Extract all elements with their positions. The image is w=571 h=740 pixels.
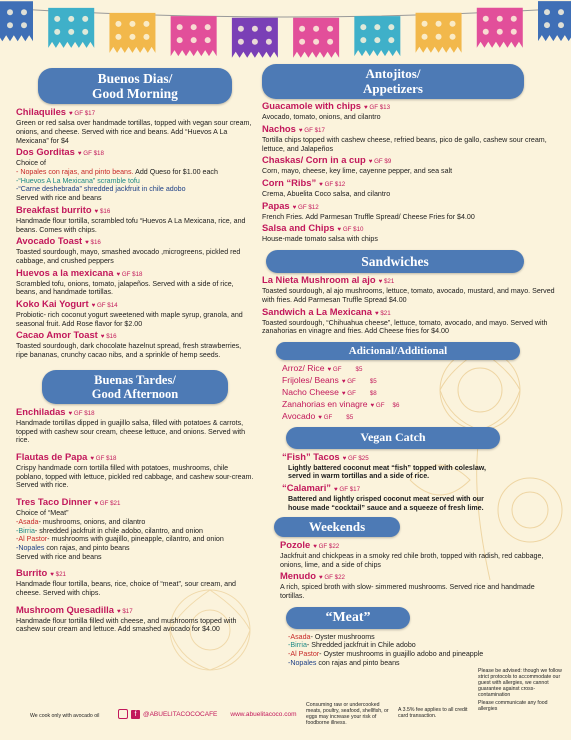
papel-picado-banner (0, 0, 571, 62)
banner-flag-cutout (299, 26, 305, 32)
item-price: ♥ $16 (85, 239, 101, 247)
banner-flag-cutout (266, 39, 272, 45)
menu-item (262, 177, 560, 199)
item-desc: Choice of “Meat” (16, 509, 69, 518)
add-price: $5 (369, 378, 377, 386)
banner-flag-cutout (558, 9, 564, 15)
option-note: - mushrooms, onions, and cilantro (38, 517, 146, 526)
add-item (282, 399, 560, 411)
item-name: Huevos a la mexicana (16, 266, 114, 278)
banner-flag-cutout (422, 21, 428, 27)
option-note: Add Queso for $1.00 each (133, 168, 218, 177)
section-title-line: Buenas Tardes/ (94, 372, 176, 387)
item-name: Sandwich a La Mexicana (262, 305, 372, 317)
add-name: Avocado (282, 411, 316, 422)
option-name: -Nopales (288, 658, 317, 667)
banner-flag-cutout (266, 26, 272, 32)
section-title-line: Adicional/Additional (348, 344, 448, 357)
add-name: Frijoles/ Beans (282, 375, 339, 386)
item-name: Avocado Toast (16, 235, 83, 247)
item-price: ♥ $17 (116, 607, 133, 615)
item-desc: Tortilla chips topped with cashew cheese, refried beans, pico de gallo, cashew sour cream, lettuce, and Jalapeños (262, 135, 547, 153)
item-name: Breakfast burrito (16, 203, 92, 215)
banner-flag-cutout (497, 16, 503, 22)
banner-flag-cutout (299, 39, 305, 45)
banner-flag-cutout (483, 29, 489, 35)
menu-item (16, 567, 254, 597)
item-price: ♥ GF $13 (363, 104, 391, 112)
option-name: -Asada (288, 632, 311, 641)
option-line: Served with rice and beans (16, 194, 102, 203)
menu-item (16, 329, 254, 359)
option-note: - shredded jackfruit in chile adobo, cilantro, and onion (34, 526, 203, 535)
option-name: -Birria (288, 641, 307, 650)
item-price: ♥ GF $25 (342, 454, 369, 462)
banner-flag-cutout (238, 39, 244, 45)
section-header-buenos-dias (38, 68, 232, 104)
banner-flag-cutout (205, 24, 211, 30)
option-line (288, 633, 490, 642)
item-desc: House-made tomato salsa with chips (262, 235, 378, 244)
banner-flag-cutout (7, 22, 13, 28)
menu-item (262, 200, 560, 222)
section-title-line: Good Afternoon (91, 386, 179, 401)
option-name: -Birria (16, 526, 35, 535)
consumption-warning: Consuming raw or undercooked meats, poultry, seafood, shellfish, or eggs may increase your risk of foodborne illness. (306, 702, 389, 726)
option-name: - Nopales con rajas, and pinto beans. (16, 168, 134, 177)
section-title-line: Weekends (308, 518, 366, 534)
item-desc: Crema, Abuelita Coco salsa, and cilantro (262, 189, 391, 198)
section-title-line: “Meat” (325, 609, 371, 625)
option-note: - Shredded jackfruit in Chile adobo (306, 641, 416, 650)
instagram-icon[interactable] (118, 709, 128, 719)
menu-list-appetizers (262, 100, 560, 244)
menu-item (282, 451, 500, 481)
section-title-line: Appetizers (363, 80, 423, 96)
item-price: ♥ GF $22 (313, 543, 340, 551)
banner-flag (48, 8, 94, 48)
banner-flag-cutout (313, 26, 319, 32)
menu-list-morning (16, 106, 254, 360)
menu-list-vegan-catch (282, 451, 500, 513)
item-desc: A rich, spiced broth with slow- simmered mushrooms. Served rice and handmade tortillas. (280, 583, 535, 601)
item-name: Papas (262, 199, 290, 211)
menu-item (16, 406, 254, 445)
banner-flag-cutout (483, 16, 489, 22)
banner-flag-cutout (360, 37, 366, 43)
section-title-line: Sandwiches (361, 254, 429, 270)
item-name: Pozole (280, 539, 311, 551)
menu-list-weekends (280, 539, 560, 601)
item-price: ♥ $21 (378, 278, 395, 286)
add-price: $6 (392, 402, 400, 410)
item-desc: Choice of (16, 159, 46, 168)
option-line (16, 168, 254, 177)
option-note: - mushrooms with guajillo, pineapple, cilantro, and onion (47, 535, 224, 544)
add-price: $5 (355, 366, 363, 374)
menu-item (280, 570, 560, 600)
menu-item (16, 204, 254, 234)
allergy-notice (478, 668, 564, 712)
item-price: ♥ GF $12 (319, 180, 346, 188)
banner-flag (0, 1, 33, 41)
banner-flag-cutout (21, 9, 27, 15)
section-title-line: Antojitos/ (365, 66, 421, 81)
item-desc: Toasted sourdough, “Chihuahua cheese”, lettuce, tomato, avocado, and mayo. Served with zanahorias en vinagre and fries. Add Cheese fries for $4.00 (262, 318, 548, 336)
menu-item (16, 235, 254, 265)
option-name: -Nopales (16, 543, 45, 552)
item-name: Enchiladas (16, 405, 66, 417)
menu-item (262, 123, 560, 153)
banner-flag (538, 1, 571, 41)
option-note: - Oyster mushrooms (310, 632, 375, 641)
menu-item (262, 222, 560, 244)
menu-list-meat (288, 633, 490, 668)
add-item (282, 363, 560, 375)
item-desc: Crispy handmade corn tortilla filled with potatoes, mushrooms, chile poblano, topped with lettuce, pickled red cabbage, and cashew sour-cream. Served with rice. (16, 463, 254, 490)
right-column (262, 64, 560, 667)
banner-flag-cutout (68, 16, 74, 22)
item-desc: Probiotic- rich coconut yogurt sweetened with maple syrup, granola, and seasonal fruit. Add Rose flavor for $2.00 (16, 311, 243, 328)
add-name: Nacho Cheese (282, 387, 339, 398)
banner-flag-cutout (205, 37, 211, 43)
banner-flag-cutout (544, 9, 550, 15)
option-line: Served with rice and beans (16, 552, 102, 561)
menu-item (262, 154, 560, 176)
option-note: - Oyster mushrooms in guajillo adobo and pineapple (319, 649, 484, 658)
menu-item (16, 298, 254, 328)
item-desc: Toasted sourdough, dark chocolate hazelnut spread, fresh strawberries, ripe bananas, crunchy cacao nibs, and a sprinkle of hemp seeds. (16, 342, 242, 360)
banner-flag-cutout (422, 34, 428, 40)
item-price: ♥ GF $17 (298, 126, 325, 134)
item-name: Koko Kai Yogurt (16, 298, 89, 310)
menu-list-additional (282, 363, 560, 423)
facebook-icon[interactable]: f (131, 710, 140, 719)
banner-flag-cutout (374, 24, 380, 30)
item-price: ♥ GF $22 (318, 574, 345, 582)
item-name: Dos Gorditas (16, 146, 75, 158)
banner-flag (293, 18, 339, 58)
banner-flag-cutout (143, 21, 149, 27)
allergy-advised: Please be advised: though we follow strict protocols to accommodate our guest with allergies, we cannot guarantee against cross- contamination (478, 668, 562, 698)
banner-flag-cutout (129, 34, 135, 40)
item-price: ♥ GF $12 (292, 203, 319, 211)
section-header-antojitos (262, 64, 524, 99)
banner-flag (477, 8, 523, 48)
option-line (16, 535, 254, 544)
menu-item (16, 106, 254, 145)
banner-flag-cutout (374, 37, 380, 43)
section-header-sandwiches (266, 250, 524, 273)
banner-flag (354, 16, 400, 56)
item-name: Mushroom Quesadilla (16, 603, 114, 615)
item-name: “Calamari” (282, 482, 331, 494)
add-gf: ♥ GF (370, 402, 385, 410)
menu-item (262, 274, 560, 304)
banner-flag-cutout (327, 26, 333, 32)
menu-item (16, 267, 254, 297)
add-name: Zanahorias en vinagre (282, 399, 368, 410)
item-name: Chilaquiles (16, 106, 67, 118)
item-desc: Handmade flour tortilla, scrambled tofu “Huevos A La Mexicana, rice, and beans. Comes with chips. (16, 216, 246, 234)
avocado-oil-note: We cook only with avocado oil (30, 713, 100, 719)
item-price: ♥ GF $17 (69, 110, 96, 118)
banner-flag-cutout (497, 29, 503, 35)
option-line (288, 650, 490, 659)
banner-flag-cutout (21, 22, 27, 28)
item-desc: Battered and lightly crisped coconut meat served with our house made “cocktail” sauce and a squeeze of fresh lime. (288, 495, 484, 512)
item-name: “Fish” Tacos (282, 450, 340, 462)
item-desc: Scrambled tofu, onions, tomato, jalapeños. Served with a side of rice, beans, and handmade tortillas. (16, 279, 234, 297)
section-header-buenas-tardes (42, 370, 228, 404)
item-desc: Corn, mayo, cheese, key lime, cayenne pepper, and sea salt (262, 167, 453, 176)
banner-flag-cutout (54, 29, 60, 35)
banner-flag-cutout (327, 39, 333, 45)
banner-flag-cutout (360, 24, 366, 30)
banner-flag (232, 18, 278, 58)
banner-flag (416, 13, 462, 53)
banner-flag-cutout (313, 39, 319, 45)
banner-flag-cutout (450, 34, 456, 40)
menu-list-afternoon (16, 406, 254, 634)
banner-flag-cutout (191, 24, 197, 30)
item-desc: Handmade tortillas dipped in guajillo salsa, filled with potatoes & carrots, topped with cashew sour cream, cheese lettuce, and onions. Served with rice. (16, 418, 246, 445)
option-note: con rajas, and pinto beans (44, 543, 130, 552)
option-line (16, 518, 254, 527)
item-name: La Nieta Mushroom al ajo (262, 274, 376, 286)
item-name: Flautas de Papa (16, 450, 88, 462)
item-desc: Handmade flour tortilla filled with cheese, and mushrooms topped with cashew sour cream and lettuce. Add smashed avocado for $4.00 (16, 616, 237, 634)
section-header-vegan-catch (286, 427, 500, 448)
item-price: ♥ GF $17 (333, 486, 361, 494)
item-name: Burrito (16, 567, 48, 579)
add-gf: ♥ GF (318, 414, 333, 422)
banner-flag-cutout (68, 29, 74, 35)
social-links (118, 709, 297, 719)
item-name: Tres Taco Dinner (16, 496, 92, 508)
section-title-line: Vegan Catch (360, 430, 426, 445)
banner-flag-cutout (436, 21, 442, 27)
banner-flag-cutout (7, 9, 13, 15)
banner-flag-cutout (82, 29, 88, 35)
banner-flag-cutout (544, 22, 550, 28)
option-name: -Asada (16, 517, 39, 526)
add-price: $8 (369, 390, 377, 398)
item-name: Cacao Amor Toast (16, 329, 98, 341)
option-name: -Al Pastor (288, 649, 320, 658)
banner-flag-cutout (129, 21, 135, 27)
menu-list-sandwiches (262, 274, 560, 336)
item-price: ♥ GF $18 (77, 150, 104, 158)
section-title-line: Buenos Dias/ (97, 71, 173, 86)
option-note: con rajas and pinto beans (316, 658, 400, 667)
banner-flag-cutout (177, 24, 183, 30)
menu-item (16, 604, 254, 634)
allergy-communicate: Please communicate any food allergies (478, 700, 548, 712)
item-price: ♥ $21 (50, 571, 66, 579)
item-desc: Toasted sourdough, al ajo mushrooms, lettuce, tomato, avocado, mustard, and mayo. Served with fries. Add Parmesan Truffle Spread $4.00 (262, 287, 555, 304)
menu-item (282, 482, 500, 512)
add-item (282, 387, 560, 399)
item-desc: Green or red salsa over handmade tortillas, topped with vegan sour cream, onions, and cheese. Served with rice and beans. Add “Huevos A La Mexicana” for $4 (16, 119, 252, 145)
menu-item (16, 451, 254, 490)
left-column (16, 64, 254, 634)
item-desc: Toasted sourdough, mayo, smashed avocado ,microgreens, pickled red cabbage, and crushed peppers (16, 248, 241, 265)
item-price: ♥ $16 (100, 333, 117, 341)
item-desc: Jackfruit and chickpeas in a smoky red chile broth, topped with radish, red cabbage, onions, lime, and a side of chips (280, 552, 544, 569)
item-desc: Handmade flour tortilla, beans, rice, choice of “meat”, sour cream, and cheese. Served with chips. (16, 580, 237, 598)
section-header-meat (286, 607, 410, 629)
banner-flag-cutout (252, 39, 258, 45)
item-desc: French Fries. Add Parmesan Truffle Spread/ Cheese Fries for $4.00 (262, 212, 475, 221)
section-header-adicional (276, 342, 520, 360)
item-price: ♥ $21 (374, 309, 391, 317)
item-price: ♥ GF $21 (94, 500, 121, 508)
item-name: Salsa and Chips (262, 222, 335, 234)
menu-item (16, 146, 254, 203)
banner-flag-cutout (511, 29, 517, 35)
item-desc: Lightly battered coconut meat “fish” topped with coleslaw, served in warm tortillas and a side of rice. (288, 463, 486, 481)
item-price: ♥ $16 (94, 207, 111, 215)
menu-item (280, 539, 560, 569)
add-gf: ♥ GF (341, 390, 356, 398)
item-price: ♥ GF $10 (337, 226, 364, 234)
banner-flag-cutout (82, 16, 88, 22)
option-line: -“Carne deshebrada” shredded jackfruit in chile adobo (16, 185, 186, 194)
section-header-weekends (274, 517, 400, 538)
option-line (16, 527, 254, 536)
section-title-line: Good Morning (92, 86, 178, 102)
banner-flag-cutout (191, 37, 197, 43)
item-desc: Avocado, tomato, onions, and cilantro (262, 113, 381, 122)
website-link[interactable]: www.abuelitacoco.com (230, 710, 297, 718)
banner-flag-cutout (115, 21, 121, 27)
item-price: ♥ GF $18 (68, 409, 95, 417)
card-fee-note: A 3.5% fee applies to all credit card transaction. (398, 707, 468, 719)
banner-flag-cutout (54, 16, 60, 22)
option-line (288, 641, 490, 650)
item-name: Menudo (280, 570, 316, 582)
item-price: ♥ GF $14 (91, 302, 118, 310)
banner-flag-cutout (450, 21, 456, 27)
option-line (16, 544, 254, 553)
item-name: Nachos (262, 122, 296, 134)
banner-flag-cutout (436, 34, 442, 40)
add-name: Arroz/ Rice (282, 363, 325, 374)
item-price: ♥ GF $9 (368, 158, 392, 166)
item-price: ♥ GF $18 (90, 454, 117, 462)
add-price: $5 (346, 414, 354, 422)
option-name: -Al Pastor (16, 535, 48, 544)
add-item (282, 375, 560, 387)
menu-item (16, 496, 254, 561)
item-name: Chaskas/ Corn in a cup (262, 154, 366, 166)
banner-flag (109, 13, 155, 53)
item-name: Corn “Ribs” (262, 176, 317, 188)
item-name: Guacamole with chips (262, 100, 361, 112)
add-gf: ♥ GF (341, 378, 356, 386)
banner-flag-cutout (388, 24, 394, 30)
add-item (282, 411, 560, 423)
banner-flag-cutout (558, 22, 564, 28)
banner-flag-cutout (388, 37, 394, 43)
banner-flag-cutout (177, 37, 183, 43)
menu-item (262, 100, 560, 122)
banner-flag-cutout (115, 34, 121, 40)
item-price: ♥ GF $18 (116, 270, 143, 278)
menu-item (262, 306, 560, 336)
option-line: -“Huevos A La Mexicana” scramble tofu (16, 176, 140, 185)
banner-flag-cutout (238, 26, 244, 32)
add-gf: ♥ GF (327, 366, 342, 374)
banner-flag-cutout (143, 34, 149, 40)
option-line (288, 659, 490, 668)
banner-flag-cutout (252, 26, 258, 32)
banner-flag (171, 16, 217, 56)
banner-flag-cutout (511, 16, 517, 22)
social-handle[interactable]: @ABUELITACOCOCAFE (143, 710, 218, 718)
